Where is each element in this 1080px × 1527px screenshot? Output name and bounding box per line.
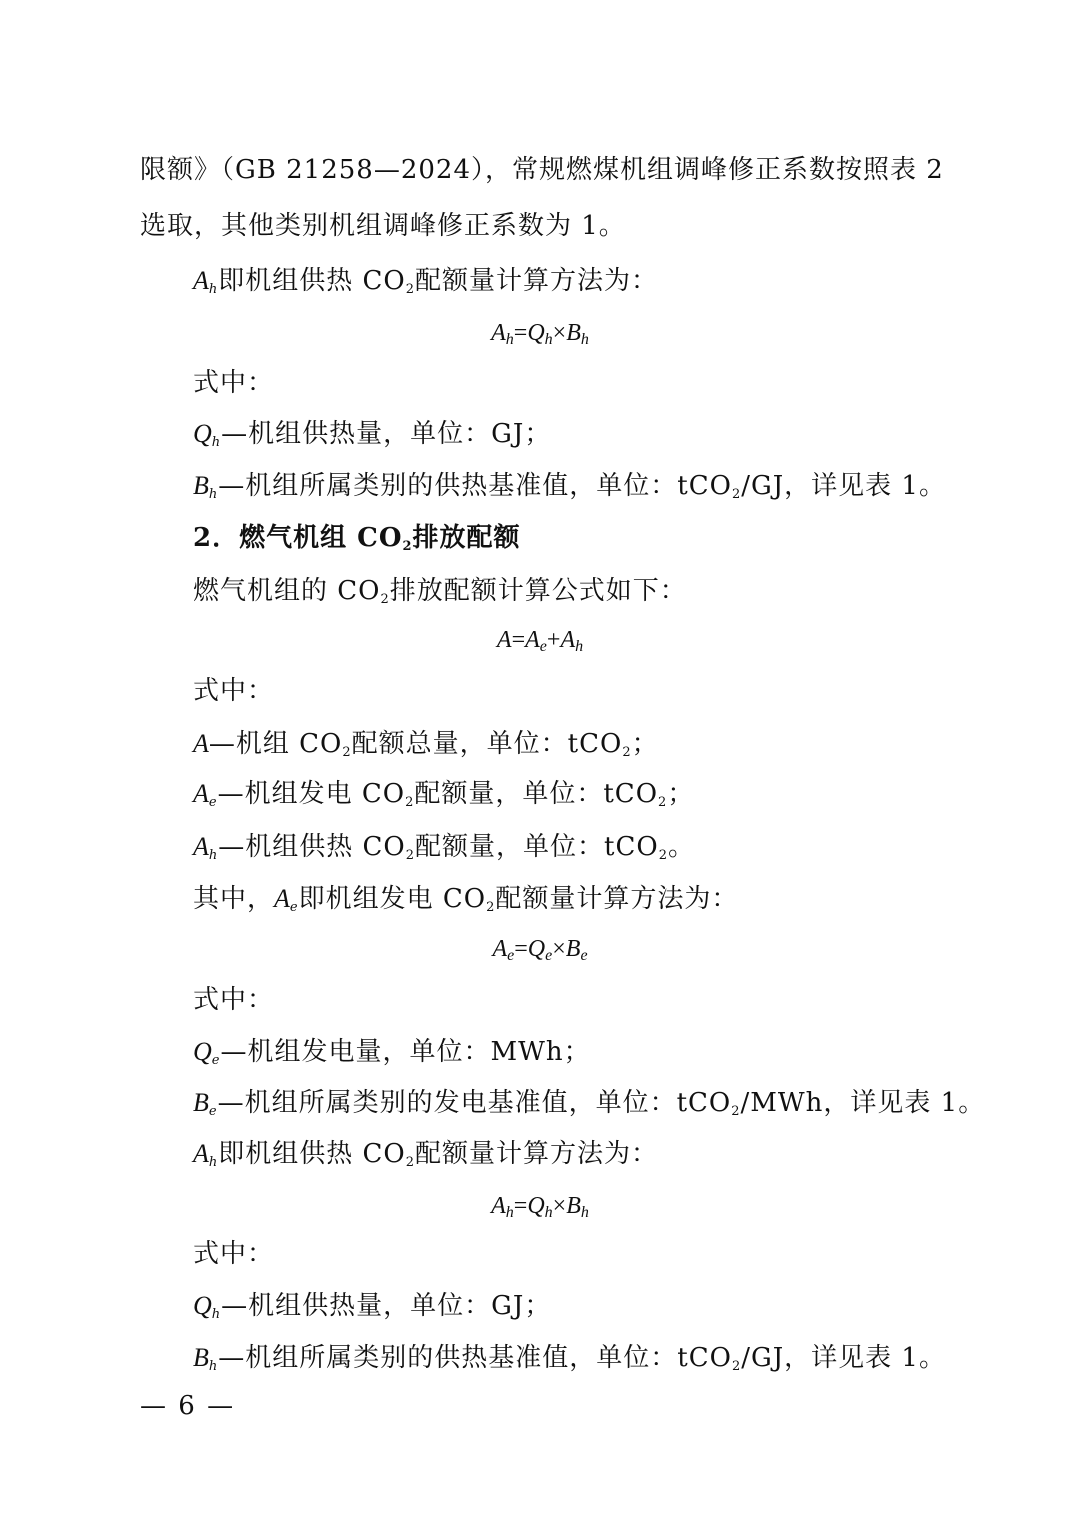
a-definition: A—机组 CO2配额总量，单位：tCO2； <box>193 729 659 760</box>
equation-ah: $A_h=Q_h\times B_h$ <box>491 1193 589 1221</box>
ae-intro: 其中，$A_e$即机组发电 CO2配额量计算方法为： <box>193 884 739 915</box>
equation-ah: $A_h=Q_h\times B_h$ <box>491 320 589 348</box>
gas-intro: 燃气机组的 CO2排放配额计算公式如下： <box>193 576 687 607</box>
section-heading: 2．燃气机组 CO2排放配额 <box>193 523 521 554</box>
qh-definition: $Q_h—$机组供热量，单位：GJ； <box>193 1291 552 1322</box>
qh-definition: $Q_h—$机组供热量，单位：GJ； <box>193 419 552 450</box>
bh-definition: $B_h—$机组所属类别的供热基准值，单位：tCO2/GJ，详见表 1。 <box>193 1343 946 1374</box>
page-number: — 6 — <box>140 1391 236 1421</box>
qe-definition: $Q_e—$机组发电量，单位：MWh； <box>193 1037 591 1068</box>
ah-definition: $A_h—$机组供热 CO2配额量，单位：tCO2。 <box>193 832 695 863</box>
be-definition: $B_e—$机组所属类别的发电基准值，单位：tCO2/MWh，详见表 1。 <box>193 1088 986 1119</box>
shizhong-label: 式中： <box>193 1239 275 1269</box>
paragraph-line: 选取，其他类别机组调峰修正系数为 1。 <box>140 211 626 241</box>
ah-intro: $A_h$即机组供热 CO2配额量计算方法为： <box>193 266 659 297</box>
subscript-h: h <box>208 282 219 297</box>
ah-intro: $A_h$即机组供热 CO2配额量计算方法为： <box>193 1139 659 1170</box>
ae-definition: $A_e—$机组发电 CO2配额量，单位：tCO2； <box>193 779 695 810</box>
equation-ae: $A_e=Q_e\times B_e$ <box>492 936 588 964</box>
paragraph-line: 限额》（GB 21258—2024），常规燃煤机组调峰修正系数按照表 2 <box>140 155 944 185</box>
shizhong-label: 式中： <box>193 368 275 398</box>
shizhong-label: 式中： <box>193 985 275 1015</box>
bh-definition: $B_h—$机组所属类别的供热基准值，单位：tCO2/GJ，详见表 1。 <box>193 471 946 502</box>
shizhong-label: 式中： <box>193 676 275 706</box>
symbol-a: A <box>193 266 209 295</box>
equation-a: $A=A_e+A_h$ <box>496 627 584 655</box>
